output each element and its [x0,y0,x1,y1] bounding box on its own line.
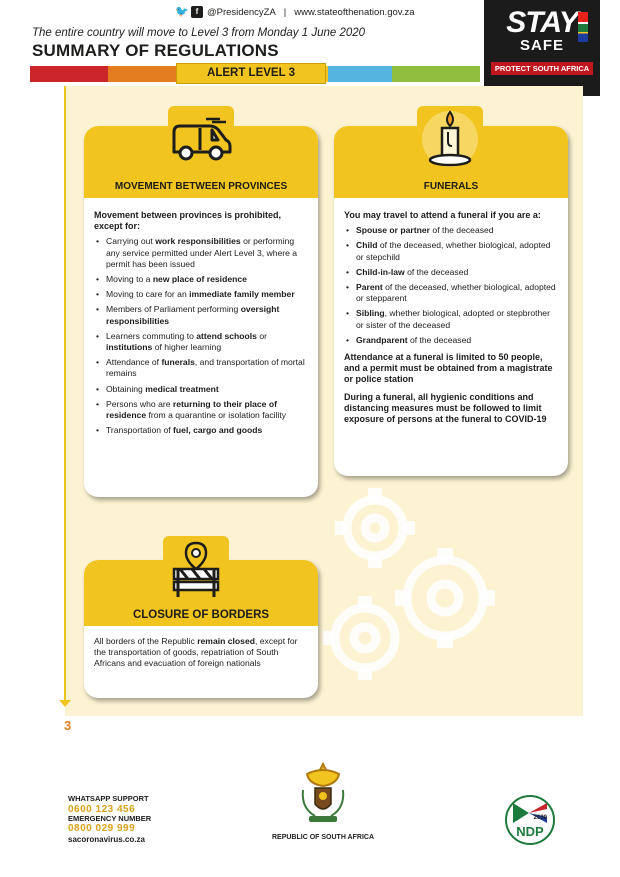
list-item: • Parent of the deceased, whether biological, adopted or stepparent [344,282,558,304]
gears-icon [305,468,505,688]
funerals-heading: FUNERALS [423,181,479,192]
timeline-line [64,86,66,704]
list-item: • Sibling, whether biological, adopted or stepbrother or sister of the deceased [344,308,558,330]
list-item: • Members of Parliament performing oversight responsibilities [94,304,308,326]
list-item: • Moving to care for an immediate family member [94,289,308,300]
page-number: 3 [64,718,72,733]
borders-text-bold: remain closed [197,636,255,646]
stripe-green [392,66,480,82]
funerals-list [344,225,558,346]
borders-text-pre: All borders of the Republic [94,636,198,646]
barrier-icon [163,536,229,602]
page-title: SUMMARY OF REGULATIONS [32,41,279,60]
website-link[interactable]: www.stateofthenation.gov.za [294,6,415,18]
support-contacts [68,795,151,845]
flag-icon [578,12,588,42]
list-item: • Grandparent of the deceased [344,335,558,346]
ndp-year: 2030 [533,815,547,821]
protect-sa-text: PROTECT SOUTH AFRICA [491,62,593,75]
list-item: • Persons who are returning to their place of residence from a quarantine or isolation facility [94,399,308,421]
list-item: • Learners commuting to attend schools or institutions of higher learning [94,331,308,353]
movement-body [84,198,318,436]
republic-label: REPUBLIC OF SOUTH AFRICA [271,834,375,841]
borders-heading: CLOSURE OF BORDERS [132,609,270,621]
stay-safe-logo [484,0,600,96]
arrow-down-icon [59,700,71,707]
twitter-icon[interactable]: 🐦 [175,6,189,18]
stay-text: STAY [506,6,578,39]
stripe-red [30,66,108,82]
list-item: • Carrying out work responsibilities or performing any service permitted under Alert Level 3, where a permit has been issued [94,236,308,270]
ndp-text: NDP [516,824,544,839]
list-item: • Child-in-law of the deceased [344,267,558,278]
social-handle[interactable]: @PresidencyZA [207,6,276,18]
top-bar [175,4,414,20]
whatsapp-label: WHATSAPP SUPPORT [68,794,149,803]
alert-level-badge: ALERT LEVEL 3 [176,63,326,84]
funerals-body [334,198,568,425]
candle-icon [417,106,483,172]
funerals-card [334,126,568,476]
emergency-number[interactable]: 0800 029 999 [68,823,136,834]
list-item: • Spouse or partner of the deceased [344,225,558,236]
list-item: • Attendance of funerals, and transportation of mortal remains [94,357,308,379]
movement-list [94,236,308,436]
funeral-attendance-note: Attendance at a funeral is limited to 50 people, and a permit must be obtained from a magistrate or police station [344,352,553,385]
stripe-orange [108,66,178,82]
safe-text: SAFE [519,37,564,54]
funeral-hygiene-note: During a funeral, all hygienic conditions and distancing measures must be followed to limit exposure of persons at the funeral to COVID-19 [344,391,547,425]
whatsapp-number[interactable]: 0600 123 456 [68,803,136,815]
list-item: • Child of the deceased, whether biological, adopted or stepchild [344,240,558,262]
ndp-logo [505,795,555,845]
van-icon [168,106,234,172]
emergency-label: EMERGENCY NUMBER [68,813,152,823]
list-item: • Transportation of fuel, cargo and goods [94,425,308,436]
borders-text-post: , except for the transportation of goods, repatriation of South Africans and evacuation of foreign nationals [94,636,298,669]
list-item: • Obtaining medical treatment [94,384,308,395]
list-item: • Moving to a new place of residence [94,274,308,285]
movement-heading: MOVEMENT BETWEEN PROVINCES [114,181,288,192]
funerals-lead: You may travel to attend a funeral if you are a: [344,210,541,220]
subtitle: The entire country will move to Level 3 from Monday 1 June 2020 [32,27,366,39]
facebook-icon[interactable]: f [191,6,203,18]
coat-of-arms-icon [297,760,349,828]
flag-icon [507,799,553,825]
sacoronavirus-link[interactable]: sacoronavirus.co.za [68,835,145,844]
separator: | [283,6,287,18]
stripe-blue [328,66,392,82]
borders-body [84,626,318,670]
movement-lead: Movement between provinces is prohibited, except for: [94,210,282,232]
movement-card [84,126,318,497]
